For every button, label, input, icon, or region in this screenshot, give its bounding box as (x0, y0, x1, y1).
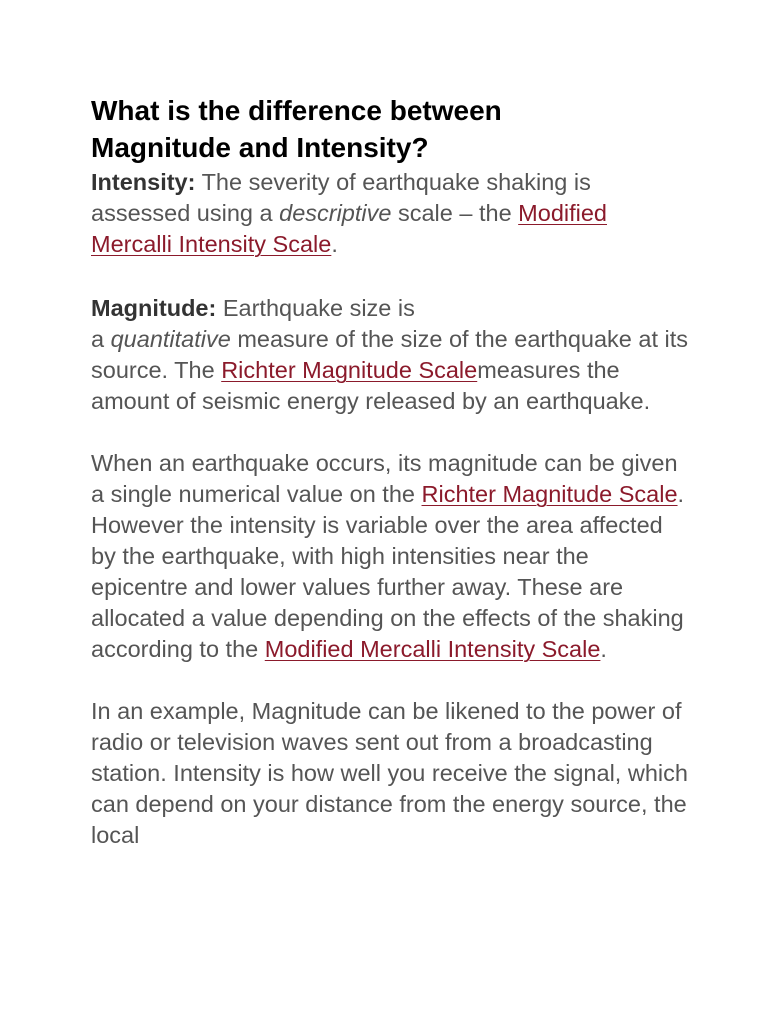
example-text: In an example, Magnitude can be likened to the power of radio or television waves sent out from a broadcasting station. Intensity is how well you receive the signal, which can depend on your distance from the energy source, the local (91, 698, 688, 848)
mercalli-scale-link-2[interactable]: Modified Mercalli Intensity Scale (264, 636, 601, 662)
magnitude-text-1: Earthquake size is (216, 295, 415, 321)
intensity-paragraph (91, 167, 691, 260)
magnitude-label: Magnitude: (91, 295, 217, 321)
document-page (91, 92, 691, 851)
magnitude-text-1b: a (91, 326, 111, 352)
richter-scale-link[interactable]: Richter Magnitude Scale (221, 357, 478, 383)
intensity-emphasis: descriptive (279, 200, 392, 226)
mercalli-scale-link[interactable]: Modified Mercalli Intensity Scale (91, 200, 607, 257)
title-line-1: What is the difference between (91, 95, 502, 126)
intensity-text-2: scale – the (391, 200, 519, 226)
page-title (91, 92, 691, 166)
intensity-text-3: . (331, 231, 338, 257)
occurs-text-3: . (600, 636, 607, 662)
occurs-text-2: . However the intensity is variable over the area affected by the earthquake, with high intensities near the epicentre and lower values further away. These are allocated a value depending on the effects of the shaking according to the (91, 481, 685, 662)
intensity-label: Intensity: (91, 169, 196, 195)
example-paragraph (91, 696, 691, 851)
intensity-text-1: The severity of earthquake shaking is assessed using a (91, 169, 591, 226)
magnitude-text-2: measure of the size of the earthquake at its source. The (91, 326, 689, 383)
magnitude-text-3: measures the amount of seismic energy released by an earthquake. (91, 357, 651, 414)
title-line-2: Magnitude and Intensity? (91, 132, 429, 163)
magnitude-paragraph (91, 293, 691, 417)
richter-scale-link-2[interactable]: Richter Magnitude Scale (421, 481, 678, 507)
occurs-text-1: When an earthquake occurs, its magnitude can be given a single numerical value on the (91, 450, 678, 507)
magnitude-emphasis: quantitative (110, 326, 231, 352)
occurs-paragraph (91, 448, 691, 665)
